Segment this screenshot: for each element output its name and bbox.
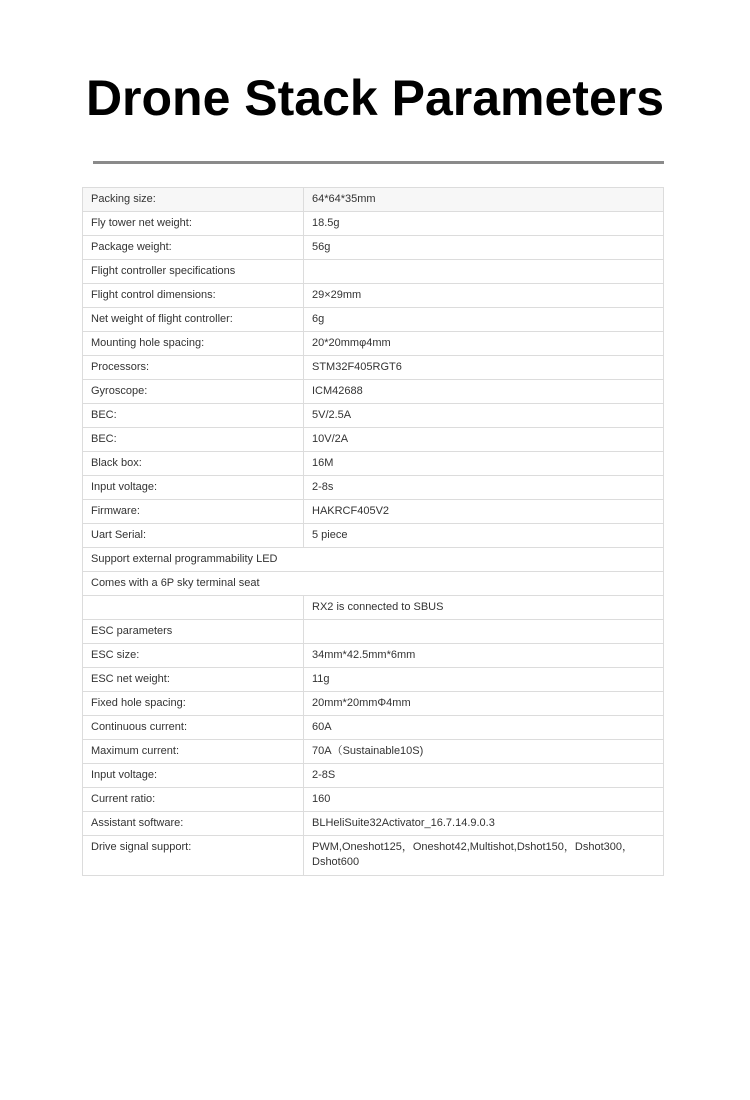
table-row: [83, 356, 664, 380]
table-row: [83, 524, 664, 548]
row-value: 2-8S: [304, 764, 664, 788]
row-label: Input voltage:: [83, 764, 304, 788]
row-label: ESC net weight:: [83, 668, 304, 692]
row-label: Flight control dimensions:: [83, 284, 304, 308]
table-row: [83, 284, 664, 308]
table-row: [83, 788, 664, 812]
row-value: 64*64*35mm: [304, 188, 664, 212]
table-row: [83, 428, 664, 452]
row-label: Support external programmability LED: [83, 548, 664, 572]
row-value: 20mm*20mmΦ4mm: [304, 692, 664, 716]
row-value: HAKRCF405V2: [304, 500, 664, 524]
row-label: Comes with a 6P sky terminal seat: [83, 572, 664, 596]
page-title: Drone Stack Parameters: [85, 70, 665, 126]
table-row: [83, 332, 664, 356]
table-row: [83, 740, 664, 764]
row-value: 5 piece: [304, 524, 664, 548]
row-label: Mounting hole spacing:: [83, 332, 304, 356]
row-label: Fly tower net weight:: [83, 212, 304, 236]
row-value: 5V/2.5A: [304, 404, 664, 428]
row-value: 16M: [304, 452, 664, 476]
row-label: [83, 596, 304, 620]
table-row: [83, 812, 664, 836]
row-label: Gyroscope:: [83, 380, 304, 404]
table-row: [83, 668, 664, 692]
table-row: [83, 692, 664, 716]
row-value: 10V/2A: [304, 428, 664, 452]
table-row: [83, 212, 664, 236]
row-value: BLHeliSuite32Activator_16.7.14.9.0.3: [304, 812, 664, 836]
row-label: Drive signal support:: [83, 836, 304, 876]
table-row: [83, 596, 664, 620]
row-label: Uart Serial:: [83, 524, 304, 548]
row-value: ICM42688: [304, 380, 664, 404]
row-label: BEC:: [83, 404, 304, 428]
table-row: [83, 308, 664, 332]
table-row: [83, 236, 664, 260]
parameters-table: [82, 187, 664, 876]
row-label: Processors:: [83, 356, 304, 380]
row-label: ESC parameters: [83, 620, 304, 644]
row-value: 56g: [304, 236, 664, 260]
table-row: [83, 764, 664, 788]
row-label: Fixed hole spacing:: [83, 692, 304, 716]
table-row: [83, 620, 664, 644]
row-value: 6g: [304, 308, 664, 332]
row-label: Packing size:: [83, 188, 304, 212]
table-row: [83, 476, 664, 500]
table-row: [83, 572, 664, 596]
row-value: PWM,Oneshot125，Oneshot42,Multishot,Dshot150，Dshot300，Dshot600: [304, 836, 664, 876]
row-value: RX2 is connected to SBUS: [304, 596, 664, 620]
row-label: Firmware:: [83, 500, 304, 524]
row-value: 18.5g: [304, 212, 664, 236]
row-label: Net weight of flight controller:: [83, 308, 304, 332]
row-label: Maximum current:: [83, 740, 304, 764]
row-label: Black box:: [83, 452, 304, 476]
table-row: [83, 404, 664, 428]
table-row: [83, 380, 664, 404]
row-value: 160: [304, 788, 664, 812]
row-label: Package weight:: [83, 236, 304, 260]
table-row: [83, 188, 664, 212]
row-value: 20*20mmφ4mm: [304, 332, 664, 356]
row-label: Assistant software:: [83, 812, 304, 836]
row-label: ESC size:: [83, 644, 304, 668]
title-divider: [93, 161, 664, 164]
row-value: 60A: [304, 716, 664, 740]
row-value: 29×29mm: [304, 284, 664, 308]
row-value: 70A（Sustainable10S): [304, 740, 664, 764]
row-label: Current ratio:: [83, 788, 304, 812]
table-row: [83, 260, 664, 284]
row-value: [304, 620, 664, 644]
table-row: [83, 644, 664, 668]
table-row: [83, 500, 664, 524]
row-label: Input voltage:: [83, 476, 304, 500]
table-row: [83, 836, 664, 876]
table-row: [83, 548, 664, 572]
table-row: [83, 716, 664, 740]
table-row: [83, 452, 664, 476]
row-value: STM32F405RGT6: [304, 356, 664, 380]
row-label: BEC:: [83, 428, 304, 452]
row-value: 2-8s: [304, 476, 664, 500]
row-label: Flight controller specifications: [83, 260, 304, 284]
row-value: [304, 260, 664, 284]
row-value: 34mm*42.5mm*6mm: [304, 644, 664, 668]
row-value: 11g: [304, 668, 664, 692]
row-label: Continuous current:: [83, 716, 304, 740]
